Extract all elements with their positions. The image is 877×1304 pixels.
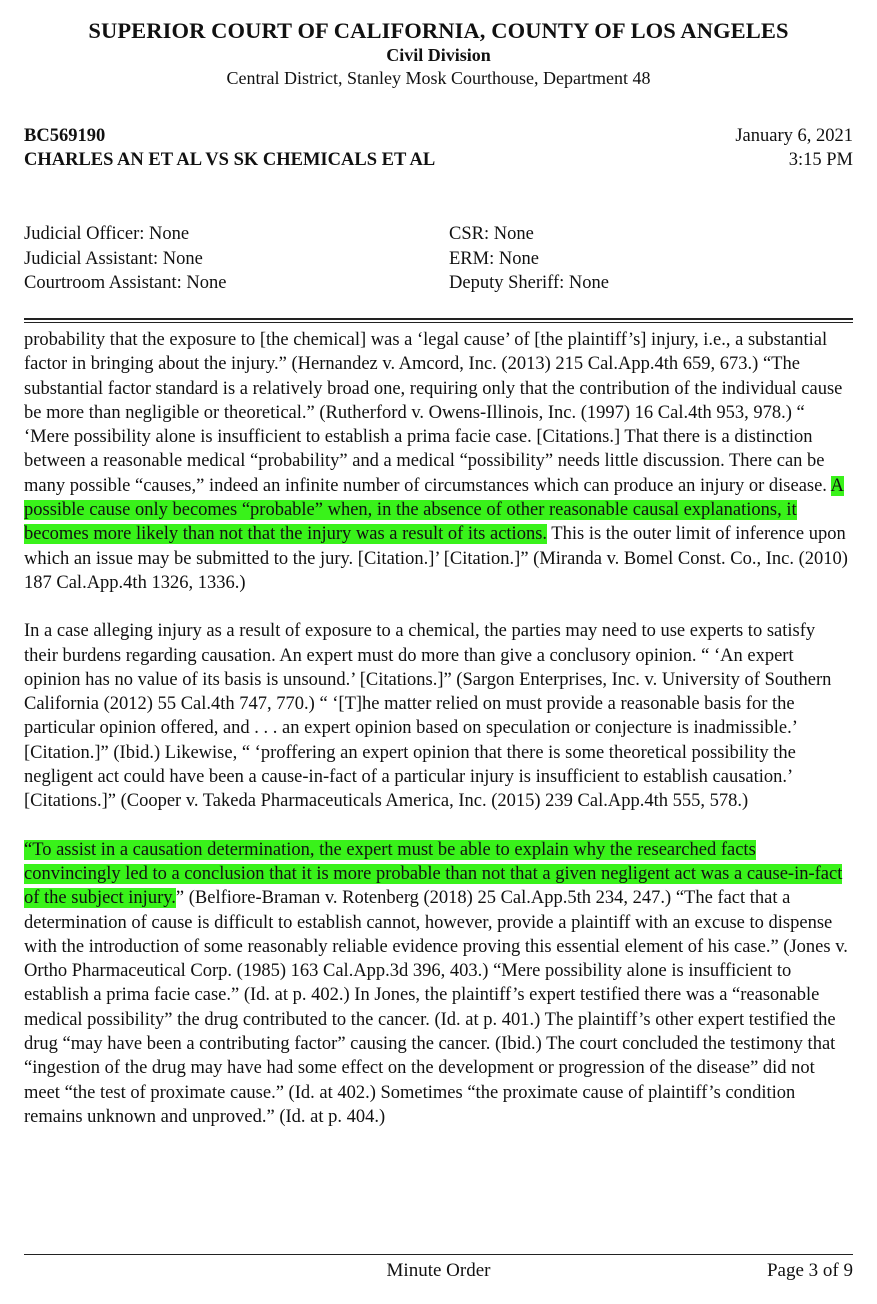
judicial-officer: Judicial Officer: None (24, 224, 190, 244)
court-location: Central District, Stanley Mosk Courthouse, Department 48 (226, 68, 651, 88)
case-date: January 6, 2021 (735, 126, 853, 146)
courtroom-assistant: Courtroom Assistant: None (24, 273, 227, 293)
case-time: 3:15 PM (788, 150, 853, 170)
highlighted-text: “To assist in a causation determination, the expert must be able to explain why the researched facts convincingly led to a conclusion that it is more probable than not that a given negligent act was a cause-in-fact of the subject injury. (24, 839, 843, 909)
court-title: SUPERIOR COURT OF CALIFORNIA, COUNTY OF LOS ANGELES (88, 18, 789, 43)
paragraph-2: In a case alleging injury as a result of exposure to a chemical, the parties may need to use experts to satisfy their burdens regarding causation. An expert must do more than give a conclusory opinion. “ ‘An expert opinion has no value of its basis is unsound.’ [Citations.]” (Sargon Enterprises, Inc. v. University of Southern California (2012) 55 Cal.4th 747, 770.) “ ‘[T]he matter relied on must provide a reasonable basis for the particular opinion offered, and . . . an expert opinion based on speculation or conjecture is inadmissible.’ [Citation.]” (Ibid.) Likewise, “ ‘proffering an expert opinion that there is some theoretical possibility the negligent act could have been a cause-in-fact of a particular injury is insufficient to establish causation.’ [Citations.]” (Cooper v. Takeda Pharmaceuticals America, Inc. (2015) 239 Cal.App.4th 555, 578.) (24, 621, 832, 812)
erm: ERM: None (449, 248, 539, 269)
judicial-assistant: Judicial Assistant: None (24, 248, 203, 269)
division: Civil Division (386, 45, 491, 65)
case-title: CHARLES AN ET AL VS SK CHEMICALS ET AL (24, 150, 436, 170)
divider-top (24, 318, 853, 320)
order-body (24, 328, 853, 1153)
csr: CSR: None (449, 224, 534, 244)
officers-right (449, 222, 609, 296)
paragraph-1-tail: This is the outer limit of inference upon which an issue may be submitted to the jury. [Citation.]’ [Citation.]” (Miranda v. Bomel Const. Co., Inc. (2010) 187 Cal.App.4th 1326, 1336.) (24, 524, 848, 593)
page-number: Page 3 of 9 (766, 1260, 853, 1281)
footer-divider (24, 1254, 853, 1255)
divider-bottom (24, 322, 853, 323)
deputy-sheriff: Deputy Sheriff: None (449, 273, 609, 293)
footer-doc-type: Minute Order (386, 1260, 491, 1281)
highlighted-text: A possible cause only becomes “probable” when, in the absence of other reasonable causal explanations, it becomes more likely than not that the injury was a result of its actions. (24, 475, 844, 545)
paragraph-1-text: probability that the exposure to [the chemical] was a ‘legal cause’ of [the plaintiff’s] injury, i.e., a substantial factor in bringing about the injury.” (Hernandez v. Amcord, Inc. (2013) 215 Cal.App.4th 659, 673.) “The substantial factor standard is a relatively broad one, requiring only that the contribution of the individual cause be more than negligible or theoretical.” (Rutherford v. Owens-Illinois, Inc. (1997) 16 Cal.4th 953, 978.) “ ‘Mere possibility alone is insufficient to establish a prima facie case. [Citations.] That there is a distinction between a reasonable medical “probability” and a medical “possibility” needs little discussion. There can be many possible “causes,” indeed an infinite number of circumstances which can produce an injury or disease. (24, 330, 843, 496)
paragraph-3 (24, 838, 853, 1130)
paragraph-3-tail: ” (Belfiore-Braman v. Rotenberg (2018) 25 Cal.App.5th 234, 247.) “The fact that a determination of cause is difficult to establish cannot, however, provide a plaintiff with an excuse to dispense with the introduction of some reasonably reliable evidence proving this essential element of his case.” (Jones v. Ortho Pharmaceutical Corp. (1985) 163 Cal.App.3d 396, 403.) “Mere possibility alone is insufficient to establish a prima facie case.” (Id. at p. 402.) In Jones, the plaintiff’s expert testified there was a “reasonable medical possibility” the drug contributed to the cancer. (Id. at p. 401.) The plaintiff’s other expert testified the drug “may have been a contributing factor” causing the cancer. (Ibid.) The court concluded the testimony that “ingestion of the drug may have had some effect on the development or progression of the disease” did not meet “the test of proximate cause.” (Id. at 402.) Sometimes “the proximate cause of plaintiff’s condition remains unknown and unproved.” (Id. at p. 404.) (24, 888, 848, 1127)
paragraph-1 (24, 328, 853, 595)
case-number: BC569190 (24, 126, 106, 146)
document-page (24, 18, 853, 1281)
officers-left (24, 222, 226, 296)
